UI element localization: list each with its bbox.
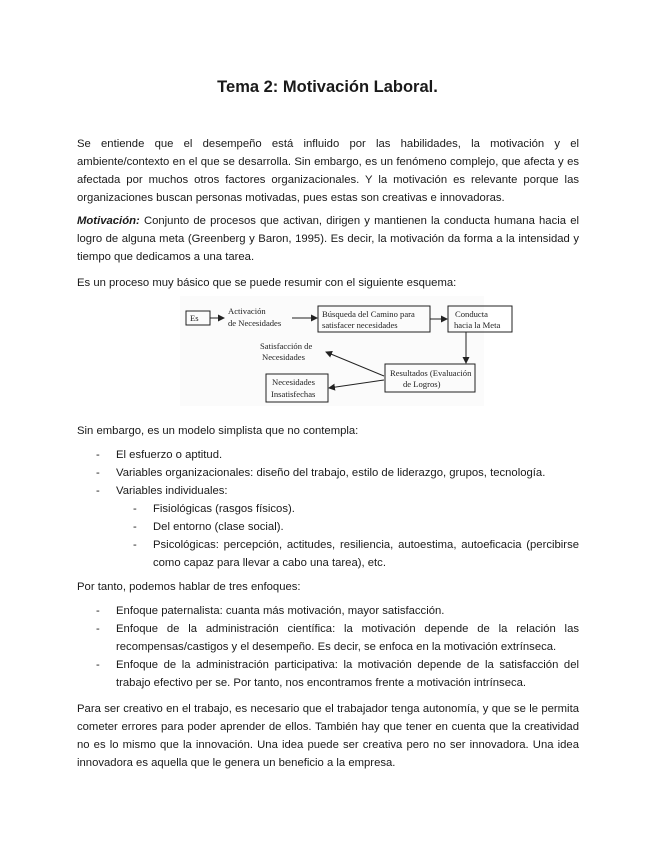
list-item: - El esfuerzo o aptitud. [96,449,223,461]
enfoques-intro: Por tanto, podemos hablar de tres enfoques: [77,581,301,593]
motivation-process-diagram [180,296,501,406]
list-item: - Del entorno (clase social). [133,521,284,533]
definition-text: Conjunto de procesos que activan, dirigen y mantienen la conducta humana hacia el logro de alguna meta (Greenberg y Baron, 1995). Es decir, la motivación da forma a la intensidad y tiempo que dedicamos a una tarea. [77,215,579,263]
label-es: Es [190,313,199,323]
definition-paragraph [77,212,579,266]
label-satisfaccion-1: Satisfacción de [260,341,313,351]
label-conducta-1: Conducta [455,309,488,319]
label-satisfaccion-2: Necesidades [262,352,305,362]
factors-list [77,446,579,572]
label-activacion-2: de Necesidades [228,318,282,328]
enfoques-list [77,602,579,692]
conclusion-paragraph: Para ser creativo en el trabajo, es necesario que el trabajador tenga autonomía, y que se le permita cometer errores para poder aprender de ellos. También hay que tener en cuenta que la creatividad no es lo mismo que la innovación. Una idea puede ser creativa pero no ser innovadora. Una idea innovadora es aquella que le genera un beneficio a la empresa. [77,703,579,769]
list-item: - Enfoque paternalista: cuanta más motivación, mayor satisfacción. [96,605,445,617]
list-item: - Enfoque de la administración científica: la motivación depende de la relación las recompensas/castigos y el desempeño. Es decir, se enfoca en la motivación extrínseca. [96,623,579,653]
arrow-resultados-satisfaccion [326,352,384,376]
intro-paragraph: Se entiende que el desempeño está influido por las habilidades, la motivación y el ambiente/contexto en el que se desarrolla. Sin embargo, es un fenómeno complejo, que afecta y es afectada por muchos otros factores organizacionales. Y la motivación es relevante porque las organizaciones buscan personas motivadas, pues estas son creativas e innovadoras. [77,138,579,204]
arrow-resultados-insatisfechas [329,380,384,388]
label-resultados-2: de Logros) [403,379,441,389]
label-resultados-1: Resultados (Evaluación [390,368,472,378]
list-item: - Variables organizacionales: diseño del trabajo, estilo de liderazgo, grupos, tecnología. [96,467,546,479]
scheme-intro: Es un proceso muy básico que se puede resumir con el siguiente esquema: [77,277,457,289]
list-item: - Variables individuales: - Fisiológicas (rasgos físicos). - Del entorno (clase social). - Psicológicas: percepción, actitudes, resiliencia, autoestima, autoeficacia (percibirse como capaz para llevar a cabo una tarea), etc. [77,482,579,572]
list-item: - Fisiológicas (rasgos físicos). [133,503,295,515]
page-title: Tema 2: Motivación Laboral. [217,78,438,96]
individual-variables-list [116,500,579,572]
label-conducta-2: hacia la Meta [454,320,501,330]
label-busqueda-2: satisfacer necesidades [322,320,398,330]
label-activacion-1: Activación [228,306,266,316]
label-busqueda-1: Búsqueda del Camino para [322,309,415,319]
list-item: - Psicológicas: percepción, actitudes, resiliencia, autoestima, autoeficacia (percibirse como capaz para llevar a cabo una tarea), etc. [133,539,579,569]
simplista-intro: Sin embargo, es un modelo simplista que no contempla: [77,425,359,437]
label-insatisfechas-1: Necesidades [272,377,315,387]
definition-term: Motivación: [77,215,140,227]
label-insatisfechas-2: Insatisfechas [271,389,316,399]
list-item: - Enfoque de la administración participativa: la motivación depende de la satisfacción del trabajo efectivo per se. Por tanto, nos encontramos frente a motivación intrínseca. [96,659,579,689]
